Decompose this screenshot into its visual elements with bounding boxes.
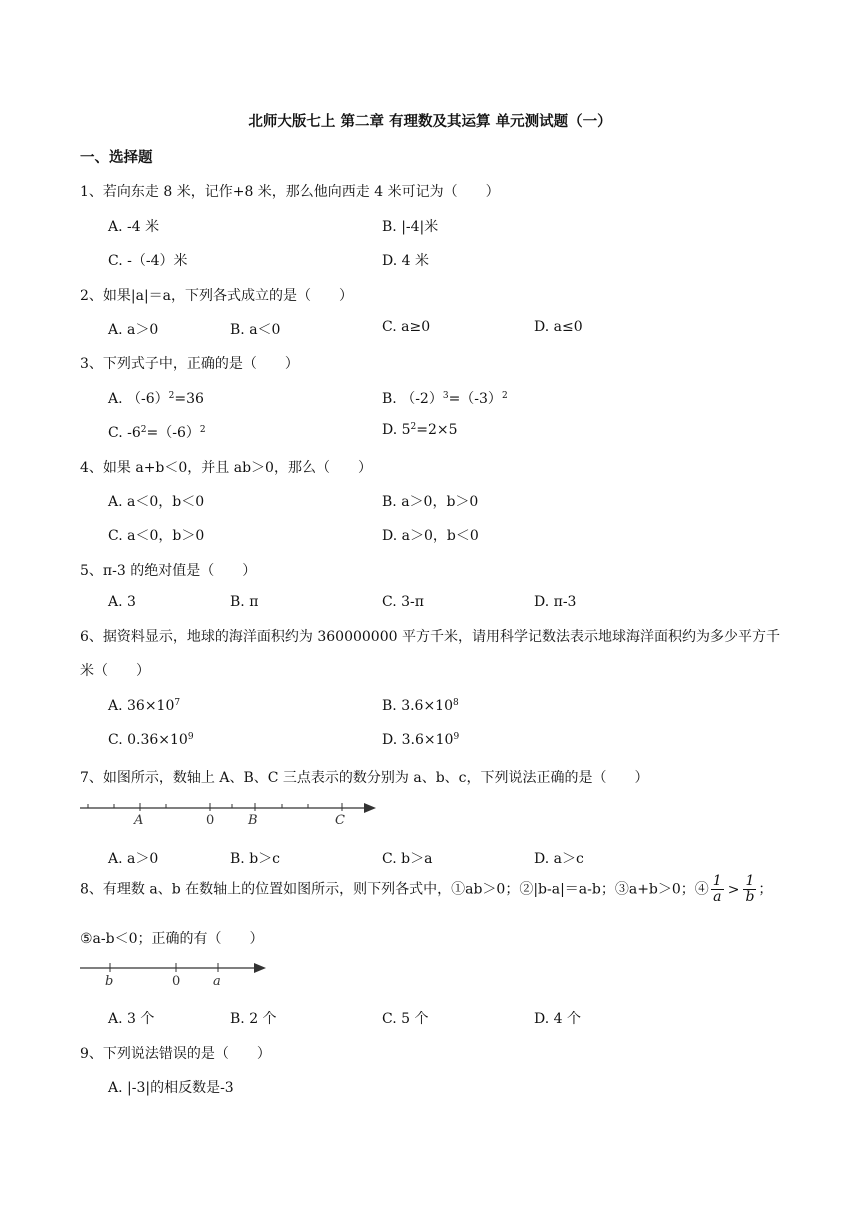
origin-label: 0 bbox=[172, 974, 181, 988]
q7-option-b: B. b＞c bbox=[230, 851, 280, 867]
question-4: 4、如果 a+b＜0，并且 ab＞0，那么（ ） bbox=[80, 460, 372, 476]
question-9: 9、下列说法错误的是（ ） bbox=[80, 1046, 271, 1062]
q9-option-a: A. |-3|的相反数是-3 bbox=[108, 1080, 234, 1096]
q7-option-a: A. a＞0 bbox=[108, 851, 159, 867]
q2-option-c: C. a≥0 bbox=[382, 319, 431, 335]
question-6: 6、据资料显示，地球的海洋面积约为 360000000 平方千米，请用科学记数法表示地球海洋面积约为多少平方千米（ ） bbox=[80, 629, 780, 679]
point-label: b bbox=[105, 974, 114, 988]
fraction-1-over-a: $\frac{1}{a}$ bbox=[712, 873, 722, 905]
q5-option-b: B. π bbox=[230, 594, 259, 610]
q1-option-c: C. -（-4）米 bbox=[108, 253, 188, 269]
q4-option-b: B. a＞0，b＞0 bbox=[382, 494, 479, 510]
page-title: 北师大版七上 第二章 有理数及其运算 单元测试题（一） bbox=[248, 113, 612, 130]
q1-option-b: B. |-4|米 bbox=[382, 219, 439, 235]
number-line-figure-7 bbox=[80, 797, 380, 827]
q8-option-c: C. 5 个 bbox=[382, 1011, 429, 1027]
q8-option-b: B. 2 个 bbox=[230, 1011, 277, 1027]
q2-option-d: D. a≤0 bbox=[534, 319, 583, 335]
q7-option-d: D. a＞c bbox=[534, 851, 584, 867]
number-line-figure-8 bbox=[80, 958, 270, 988]
section-heading: 一、选择题 bbox=[80, 149, 153, 166]
q6-option-c: C. $0.36\times 10^9$ bbox=[108, 732, 194, 748]
question-3: 3、下列式子中，正确的是（ ） bbox=[80, 356, 299, 372]
q5-option-d: D. π-3 bbox=[534, 594, 577, 610]
question-7: 7、如图所示，数轴上 A、B、C 三点表示的数分别为 a、b、c，下列说法正确的是（ ） bbox=[80, 770, 649, 786]
q2-option-b: B. a＜0 bbox=[230, 322, 281, 338]
q6-option-d: D. $3.6\times 10^9$ bbox=[382, 732, 460, 748]
q3-option-d: D. $5^2=2\times 5$ bbox=[382, 422, 458, 438]
q5-option-a: A. 3 bbox=[108, 594, 136, 610]
q4-option-a: A. a＜0，b＜0 bbox=[108, 494, 205, 510]
q4-option-d: D. a＞0，b＜0 bbox=[382, 528, 479, 544]
point-label: B bbox=[248, 813, 258, 827]
question-5: 5、π-3 的绝对值是（ ） bbox=[80, 563, 257, 579]
q8-option-d: D. 4 个 bbox=[534, 1011, 581, 1027]
q3-option-c: C. $-6^2=(-6)^2$ bbox=[108, 425, 206, 441]
q3-option-b: B. $(-2)^3=(-3)^2$ bbox=[382, 391, 508, 407]
q7-option-c: C. b＞a bbox=[382, 851, 433, 867]
q5-option-c: C. 3-π bbox=[382, 594, 424, 610]
origin-label: 0 bbox=[206, 813, 215, 827]
question-8: 8、有理数 a、b 在数轴上的位置如图所示，则下列各式中，①ab＞0；②|b-a|＝a-b；③a+b＞0；④ $\frac{1}{a}$ > $\frac{1}{b}$ ； bbox=[80, 873, 773, 905]
question-2: 2、如果|a|＝a，下列各式成立的是（ ） bbox=[80, 288, 354, 304]
q3-option-a: A. $(-6)^2=36$ bbox=[108, 391, 204, 407]
q1-option-d: D. 4 米 bbox=[382, 253, 429, 269]
point-label: A bbox=[134, 813, 144, 827]
point-label: a bbox=[213, 974, 221, 988]
q4-option-c: C. a＜0，b＞0 bbox=[108, 528, 205, 544]
q6-option-a: A. $36\times 10^7$ bbox=[108, 698, 181, 714]
q2-option-a: A. a＞0 bbox=[108, 322, 159, 338]
question-1: 1、若向东走 8 米，记作+8 米，那么他向西走 4 米可记为（ ） bbox=[80, 184, 500, 200]
point-label: C bbox=[335, 813, 345, 827]
q6-option-b: B. $3.6\times 10^8$ bbox=[382, 698, 459, 714]
question-8-continued: ⑤a-b＜0；正确的有（ ） bbox=[80, 931, 264, 947]
q8-option-a: A. 3 个 bbox=[108, 1011, 155, 1027]
fraction-1-over-b: $\frac{1}{b}$ bbox=[745, 873, 755, 905]
q1-option-a: A. -4 米 bbox=[108, 219, 160, 235]
